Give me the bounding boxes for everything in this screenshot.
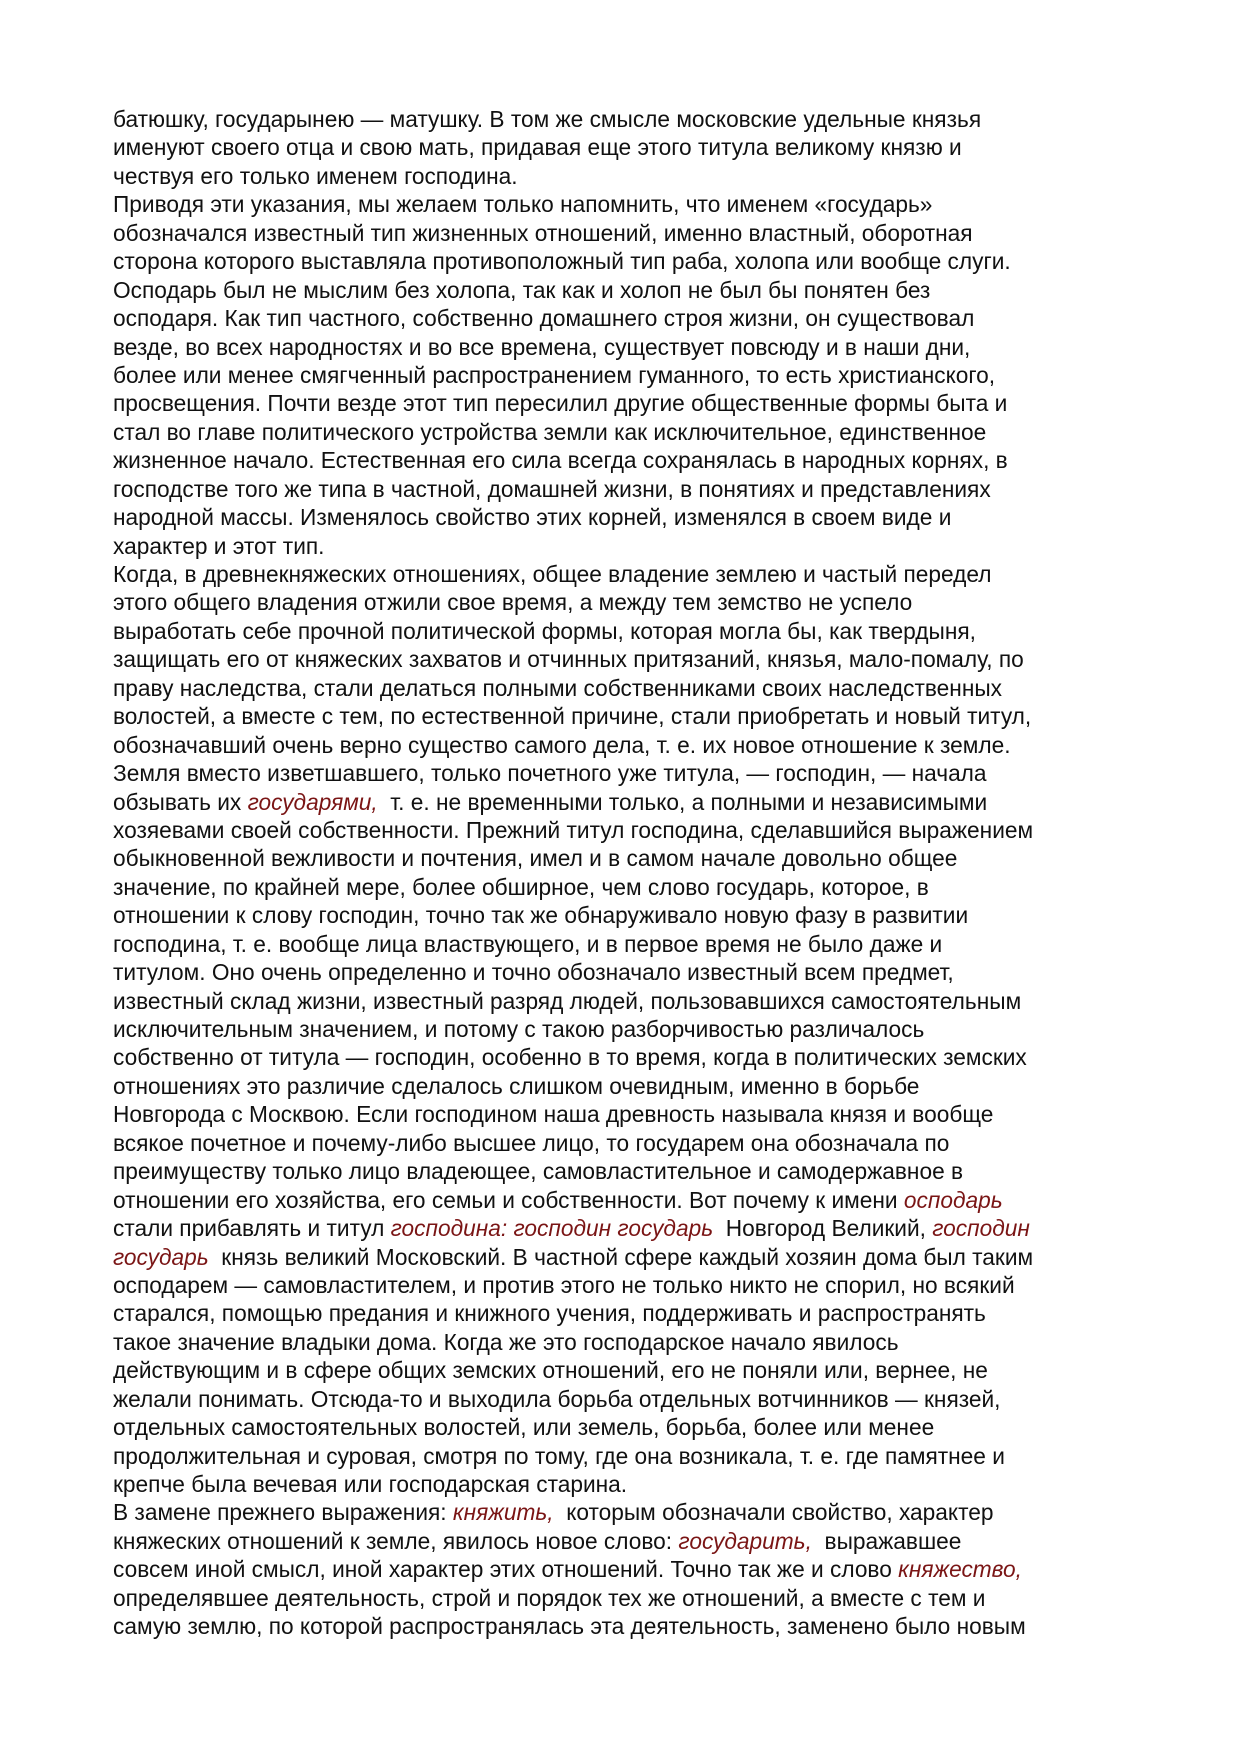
text-line bbox=[113, 788, 1143, 816]
emphasized-term: государями, bbox=[247, 788, 378, 815]
text-segment: отношении к слову господин, точно так же обнаруживало новую фазу в развитии bbox=[113, 902, 969, 929]
text-line bbox=[113, 759, 1143, 787]
text-line bbox=[113, 133, 1143, 161]
text-segment: стали прибавлять и титул bbox=[113, 1215, 391, 1242]
text-segment: стал во главе политического устройства земли как исключительное, единственное bbox=[113, 418, 987, 445]
text-segment: этого общего владения отжили свое время, а между тем земство не успело bbox=[113, 589, 913, 616]
text-line bbox=[113, 1214, 1143, 1242]
text-line bbox=[113, 389, 1143, 417]
text-line bbox=[113, 588, 1143, 616]
emphasized-term: княжить, bbox=[452, 1499, 554, 1526]
text-line bbox=[113, 247, 1143, 275]
text-line bbox=[113, 645, 1143, 673]
text-segment: Новгорода с Москвою. Если господином наша древность называла князя и вообще bbox=[113, 1101, 994, 1128]
text-line bbox=[113, 617, 1143, 645]
text-segment: везде, во всех народностях и во все времена, существует повсюду и в наши дни, bbox=[113, 333, 971, 360]
text-segment: просвещения. Почти везде этот тип пересилил другие общественные формы быта и bbox=[113, 390, 1008, 417]
text-line bbox=[113, 1584, 1143, 1612]
text-line bbox=[113, 333, 1143, 361]
emphasized-term: господина: господин государь bbox=[390, 1215, 714, 1242]
text-segment: такое значение владыки дома. Когда же это господарское начало явилось bbox=[113, 1328, 899, 1355]
text-segment: продолжительная и суровая, смотря по тому, где она возникала, т. е. где памятнее и bbox=[113, 1442, 1005, 1469]
text-line bbox=[113, 731, 1143, 759]
text-segment: совсем иной смысл, иной характер этих отношений. Точно так же и слово bbox=[113, 1556, 899, 1583]
text-line bbox=[113, 1498, 1143, 1526]
text-segment: господина, т. е. вообще лица властвующего, и в первое время не было даже и bbox=[113, 930, 943, 957]
text-line bbox=[113, 1271, 1143, 1299]
text-segment: характер и этот тип. bbox=[113, 532, 325, 559]
text-line bbox=[113, 901, 1143, 929]
text-segment: осподаря. Как тип частного, собственно домашнего строя жизни, он существовал bbox=[113, 305, 975, 332]
text-segment: которым обозначали свойство, характер bbox=[553, 1499, 994, 1526]
text-line bbox=[113, 105, 1143, 133]
body-text bbox=[113, 105, 1143, 1641]
text-line bbox=[113, 162, 1143, 190]
text-line bbox=[113, 1442, 1143, 1470]
text-segment: более или менее смягченный распространением гуманного, то есть христианского, bbox=[113, 361, 996, 388]
text-segment: значение, по крайней мере, более обширное, чем слово государь, которое, в bbox=[113, 873, 929, 900]
text-segment: Земля вместо изветшавшего, только почетного уже титула, — господин, — начала bbox=[113, 760, 987, 787]
emphasized-term: осподарь bbox=[903, 1186, 1003, 1213]
text-line bbox=[113, 1413, 1143, 1441]
text-line bbox=[113, 674, 1143, 702]
text-segment: исключительным значением, и потому с такою разборчивостью различалось bbox=[113, 1016, 925, 1042]
text-line bbox=[113, 475, 1143, 503]
text-line bbox=[113, 190, 1143, 218]
text-segment: старался, помощью предания и книжного учения, поддерживать и распространять bbox=[113, 1300, 986, 1327]
text-line bbox=[113, 930, 1143, 958]
text-segment: хозяевами своей собственности. Прежний титул господина, сделавшийся выражением bbox=[113, 816, 1034, 843]
text-line bbox=[113, 702, 1143, 730]
text-line bbox=[113, 987, 1143, 1015]
text-line bbox=[113, 1186, 1143, 1214]
text-segment: В замене прежнего выражения: bbox=[113, 1499, 453, 1526]
text-segment: обыкновенной вежливости и почтения, имел и в самом начале довольно общее bbox=[113, 845, 958, 872]
text-segment: всякое почетное и почему-либо высшее лицо, то государем она обозначала по bbox=[113, 1129, 950, 1156]
text-line bbox=[113, 1100, 1143, 1128]
text-line bbox=[113, 844, 1143, 872]
text-segment: чествуя его только именем господина. bbox=[113, 162, 518, 189]
text-line bbox=[113, 503, 1143, 531]
text-segment: батюшку, государынею — матушку. В том же смысле московские удельные князья bbox=[113, 106, 982, 132]
text-segment: определявшее деятельность, строй и порядок тех же отношений, а вместе с тем и bbox=[113, 1584, 986, 1611]
emphasized-term: государить, bbox=[678, 1527, 812, 1554]
text-segment: отдельных самостоятельных волостей, или земель, борьба, более или менее bbox=[113, 1414, 935, 1441]
text-segment: обозначался известный тип жизненных отношений, именно властный, оборотная bbox=[113, 219, 973, 246]
text-segment: осподарем — самовластителем, и против этого не только никто не спорил, но всякий bbox=[113, 1271, 1015, 1298]
text-segment: князь великий Московский. В частной сфере каждый хозяин дома был таким bbox=[208, 1243, 1034, 1270]
text-line bbox=[113, 1243, 1143, 1271]
text-segment: Осподарь был не мыслим без холопа, так как и холоп не был бы понятен без bbox=[113, 276, 931, 303]
text-segment: жизненное начало. Естественная его сила всегда сохранялась в народных корнях, в bbox=[113, 447, 1008, 474]
text-segment: именуют своего отца и свою мать, придавая еще этого титула великому князю и bbox=[113, 134, 962, 161]
text-line bbox=[113, 1299, 1143, 1327]
text-line bbox=[113, 1555, 1143, 1583]
text-segment: отношениях это различие сделалось слишком очевидным, именно в борьбе bbox=[113, 1072, 920, 1099]
text-line bbox=[113, 560, 1143, 588]
text-segment: обзывать их bbox=[113, 788, 248, 815]
text-line bbox=[113, 276, 1143, 304]
text-segment: действующим и в сфере общих земских отношений, его не поняли или, вернее, не bbox=[113, 1357, 988, 1384]
text-line bbox=[113, 532, 1143, 560]
text-segment: самую землю, по которой распространялась эта деятельность, заменено было новым bbox=[113, 1613, 1026, 1640]
text-segment: господстве того же типа в частной, домашней жизни, в понятиях и представлениях bbox=[113, 475, 991, 502]
text-segment: желали понимать. Отсюда-то и выходила борьба отдельных вотчинников — князей, bbox=[113, 1385, 1001, 1412]
text-segment: Приводя эти указания, мы желаем только напомнить, что именем «государь» bbox=[113, 191, 933, 218]
emphasized-term: государь bbox=[113, 1243, 209, 1270]
text-segment: выражавшее bbox=[811, 1527, 962, 1554]
text-segment: т. е. не временными только, а полными и независимыми bbox=[377, 788, 988, 815]
text-segment: отношении его хозяйства, его семьи и собственности. Вот почему к имени bbox=[113, 1186, 904, 1213]
text-line bbox=[113, 1385, 1143, 1413]
text-line bbox=[113, 304, 1143, 332]
emphasized-term: княжество, bbox=[898, 1556, 1022, 1583]
text-line bbox=[113, 1072, 1143, 1100]
text-line bbox=[113, 1470, 1143, 1498]
text-segment: княжеских отношений к земле, явилось новое слово: bbox=[113, 1527, 679, 1554]
text-segment: сторона которого выставляла противоположный тип раба, холопа или вообще слуги. bbox=[113, 248, 1011, 275]
text-line bbox=[113, 418, 1143, 446]
text-line bbox=[113, 1612, 1143, 1640]
text-line bbox=[113, 1015, 1143, 1043]
text-segment: выработать себе прочной политической формы, которая могла бы, как твердыня, bbox=[113, 617, 976, 644]
text-segment: крепче была вечевая или господарская старина. bbox=[113, 1471, 628, 1497]
text-segment: волостей, а вместе с тем, по естественной причине, стали приобретать и новый титул, bbox=[113, 703, 1032, 730]
text-line bbox=[113, 1527, 1143, 1555]
text-segment: Когда, в древнекняжеских отношениях, общее владение землею и частый передел bbox=[113, 561, 992, 587]
text-segment: праву наследства, стали делаться полными собственниками своих наследственных bbox=[113, 674, 1003, 701]
text-line bbox=[113, 1157, 1143, 1185]
text-line bbox=[113, 958, 1143, 986]
text-line bbox=[113, 1356, 1143, 1384]
text-segment: Новгород Великий, bbox=[713, 1215, 933, 1242]
text-line bbox=[113, 1328, 1143, 1356]
text-segment: защищать его от княжеских захватов и отчинных притязаний, князья, мало-помалу, по bbox=[113, 646, 1024, 673]
text-segment: преимуществу только лицо владеющее, самовластительное и самодержавное в bbox=[113, 1158, 964, 1185]
emphasized-term: господин bbox=[932, 1215, 1030, 1242]
text-line bbox=[113, 361, 1143, 389]
text-line bbox=[113, 1043, 1143, 1071]
text-line bbox=[113, 816, 1143, 844]
text-segment: собственно от титула — господин, особенно в то время, когда в политических земских bbox=[113, 1044, 1027, 1071]
text-line bbox=[113, 1129, 1143, 1157]
text-segment: обозначавший очень верно существо самого дела, т. е. их новое отношение к земле. bbox=[113, 731, 1011, 758]
text-line bbox=[113, 873, 1143, 901]
text-segment: известный склад жизни, известный разряд людей, пользовавшихся самостоятельным bbox=[113, 987, 1022, 1014]
text-line bbox=[113, 219, 1143, 247]
text-segment: народной массы. Изменялось свойство этих корней, изменялся в своем виде и bbox=[113, 504, 952, 531]
text-line bbox=[113, 446, 1143, 474]
text-segment: титулом. Оно очень определенно и точно обозначало известный всем предмет, bbox=[113, 959, 954, 986]
